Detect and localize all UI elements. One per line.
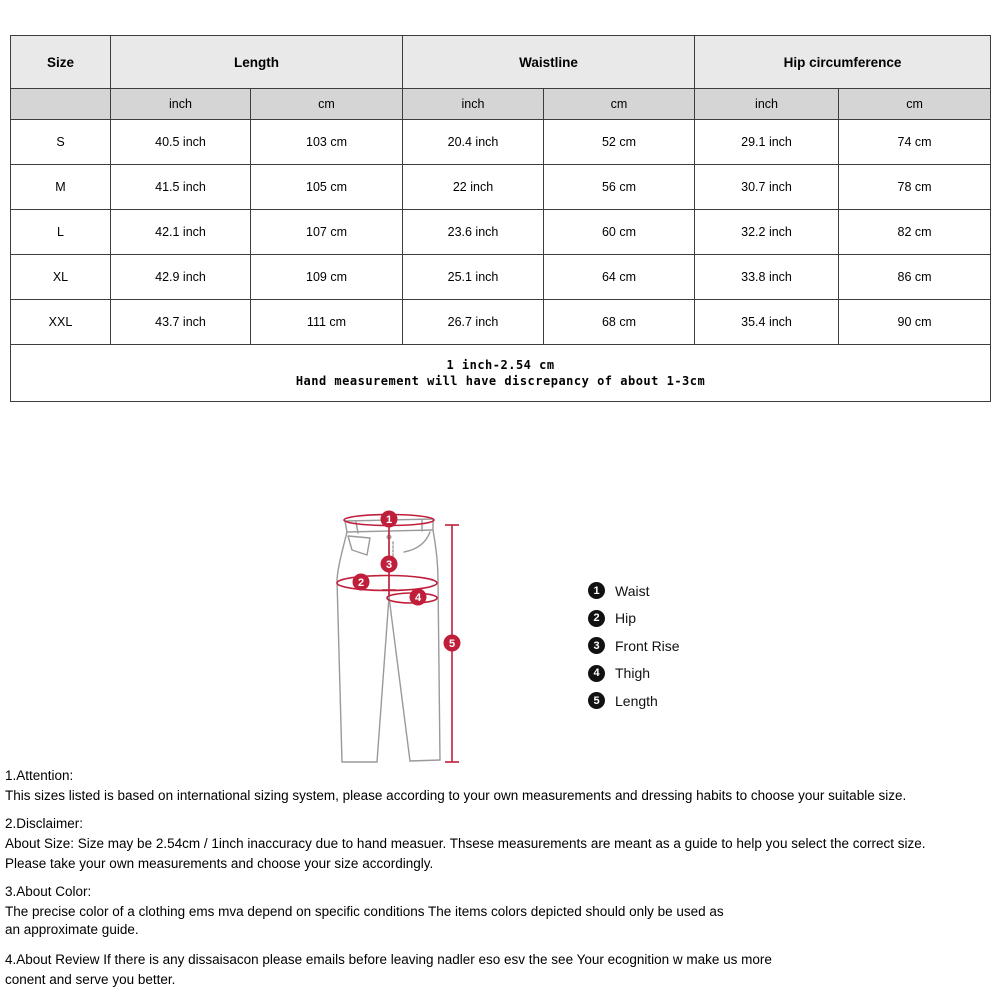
measurement-legend — [588, 577, 680, 715]
value-cell: 29.1 inch — [695, 120, 839, 165]
table-note-row — [11, 345, 991, 402]
value-cell: 23.6 inch — [403, 210, 544, 255]
note-line-2: Hand measurement will have discrepancy of about 1-3cm — [295, 374, 706, 388]
size-cell: XL — [11, 255, 111, 300]
value-cell: 74 cm — [839, 120, 991, 165]
value-cell: 26.7 inch — [403, 300, 544, 345]
about-review-body-2: conent and serve you better. — [5, 972, 176, 987]
value-cell: 107 cm — [251, 210, 403, 255]
legend-item-front-rise — [588, 632, 680, 660]
about-color-title: 3.About Color: — [5, 884, 92, 899]
value-cell: 41.5 inch — [111, 165, 251, 210]
table-row-s — [11, 120, 991, 165]
legend-label-front-rise: Front Rise — [615, 637, 680, 654]
value-cell: 22 inch — [403, 165, 544, 210]
legend-bullet-1: 1 — [588, 582, 605, 599]
value-cell: 30.7 inch — [695, 165, 839, 210]
badge-5-num: 5 — [448, 638, 456, 650]
legend-item-length — [588, 687, 680, 715]
value-cell: 68 cm — [544, 300, 695, 345]
badge-1-num: 1 — [385, 514, 393, 526]
legend-bullet-4: 4 — [588, 665, 605, 682]
value-cell: 109 cm — [251, 255, 403, 300]
disclaimer-body-1: About Size: Size may be 2.54cm / 1inch inaccuracy due to hand measuer. Thsese measurements are meant as a guide to help you select the correct size. — [5, 836, 926, 851]
about-color-body-2: an approximate guide. — [5, 922, 139, 937]
unit-cell: cm — [544, 89, 695, 120]
value-cell: 35.4 inch — [695, 300, 839, 345]
legend-label-waist: Waist — [615, 582, 650, 599]
unit-cell: inch — [695, 89, 839, 120]
legend-bullet-2: 2 — [588, 610, 605, 627]
value-cell: 103 cm — [251, 120, 403, 165]
legend-bullet-5: 5 — [588, 692, 605, 709]
value-cell: 42.1 inch — [111, 210, 251, 255]
unit-cell: inch — [403, 89, 544, 120]
value-cell: 52 cm — [544, 120, 695, 165]
about-color-body-1: The precise color of a clothing ems mva depend on specific conditions The items colors depicted should only be used as — [5, 904, 724, 919]
note-line-1: 1 inch-2.54 cm — [446, 358, 555, 372]
table-header-row — [11, 36, 991, 89]
legend-label-length: Length — [615, 692, 658, 709]
table-row-xxl — [11, 300, 991, 345]
value-cell: 64 cm — [544, 255, 695, 300]
table-row-m — [11, 165, 991, 210]
size-cell: M — [11, 165, 111, 210]
size-cell: S — [11, 120, 111, 165]
legend-bullet-3: 3 — [588, 637, 605, 654]
value-cell: 33.8 inch — [695, 255, 839, 300]
legend-label-thigh: Thigh — [615, 665, 651, 682]
value-cell: 20.4 inch — [403, 120, 544, 165]
value-cell: 32.2 inch — [695, 210, 839, 255]
badge-3-num: 3 — [385, 559, 393, 571]
value-cell: 105 cm — [251, 165, 403, 210]
disclaimer-body-2: Please take your own measurements and choose your size accordingly. — [5, 856, 434, 871]
unit-cell: cm — [251, 89, 403, 120]
value-cell: 60 cm — [544, 210, 695, 255]
value-cell: 82 cm — [839, 210, 991, 255]
badge-4-num: 4 — [414, 592, 422, 604]
unit-cell-empty — [11, 89, 111, 120]
header-hip: Hip circumference — [695, 36, 991, 89]
size-cell: XXL — [11, 300, 111, 345]
hip-ellipse — [337, 576, 437, 591]
unit-cell: inch — [111, 89, 251, 120]
header-waistline: Waistline — [403, 36, 695, 89]
pants-measurement-diagram — [330, 500, 465, 770]
badge-2-num: 2 — [357, 577, 365, 589]
value-cell: 78 cm — [839, 165, 991, 210]
table-row-l — [11, 210, 991, 255]
legend-item-waist — [588, 577, 680, 605]
header-length: Length — [111, 36, 403, 89]
pants-sketch — [330, 500, 465, 770]
legend-label-hip: Hip — [615, 610, 637, 627]
table-unit-row — [11, 89, 991, 120]
header-size: Size — [11, 36, 111, 89]
value-cell: 90 cm — [839, 300, 991, 345]
value-cell: 40.5 inch — [111, 120, 251, 165]
attention-title: 1.Attention: — [5, 768, 74, 783]
legend-item-hip — [588, 605, 680, 633]
value-cell: 56 cm — [544, 165, 695, 210]
size-cell: L — [11, 210, 111, 255]
value-cell: 43.7 inch — [111, 300, 251, 345]
measurement-note — [11, 345, 991, 402]
table-row-xl — [11, 255, 991, 300]
value-cell: 111 cm — [251, 300, 403, 345]
legend-item-thigh — [588, 660, 680, 688]
disclaimer-title: 2.Disclaimer: — [5, 816, 84, 831]
size-chart-table — [10, 35, 991, 402]
unit-cell: cm — [839, 89, 991, 120]
value-cell: 86 cm — [839, 255, 991, 300]
value-cell: 25.1 inch — [403, 255, 544, 300]
attention-body: This sizes listed is based on international sizing system, please according to your own measurements and dressing habits to choose your suitable size. — [5, 788, 907, 803]
value-cell: 42.9 inch — [111, 255, 251, 300]
about-review-body-1: 4.About Review If there is any dissaisacon please emails before leaving nadler eso esv the see Your ecognition w make us more — [5, 952, 772, 967]
